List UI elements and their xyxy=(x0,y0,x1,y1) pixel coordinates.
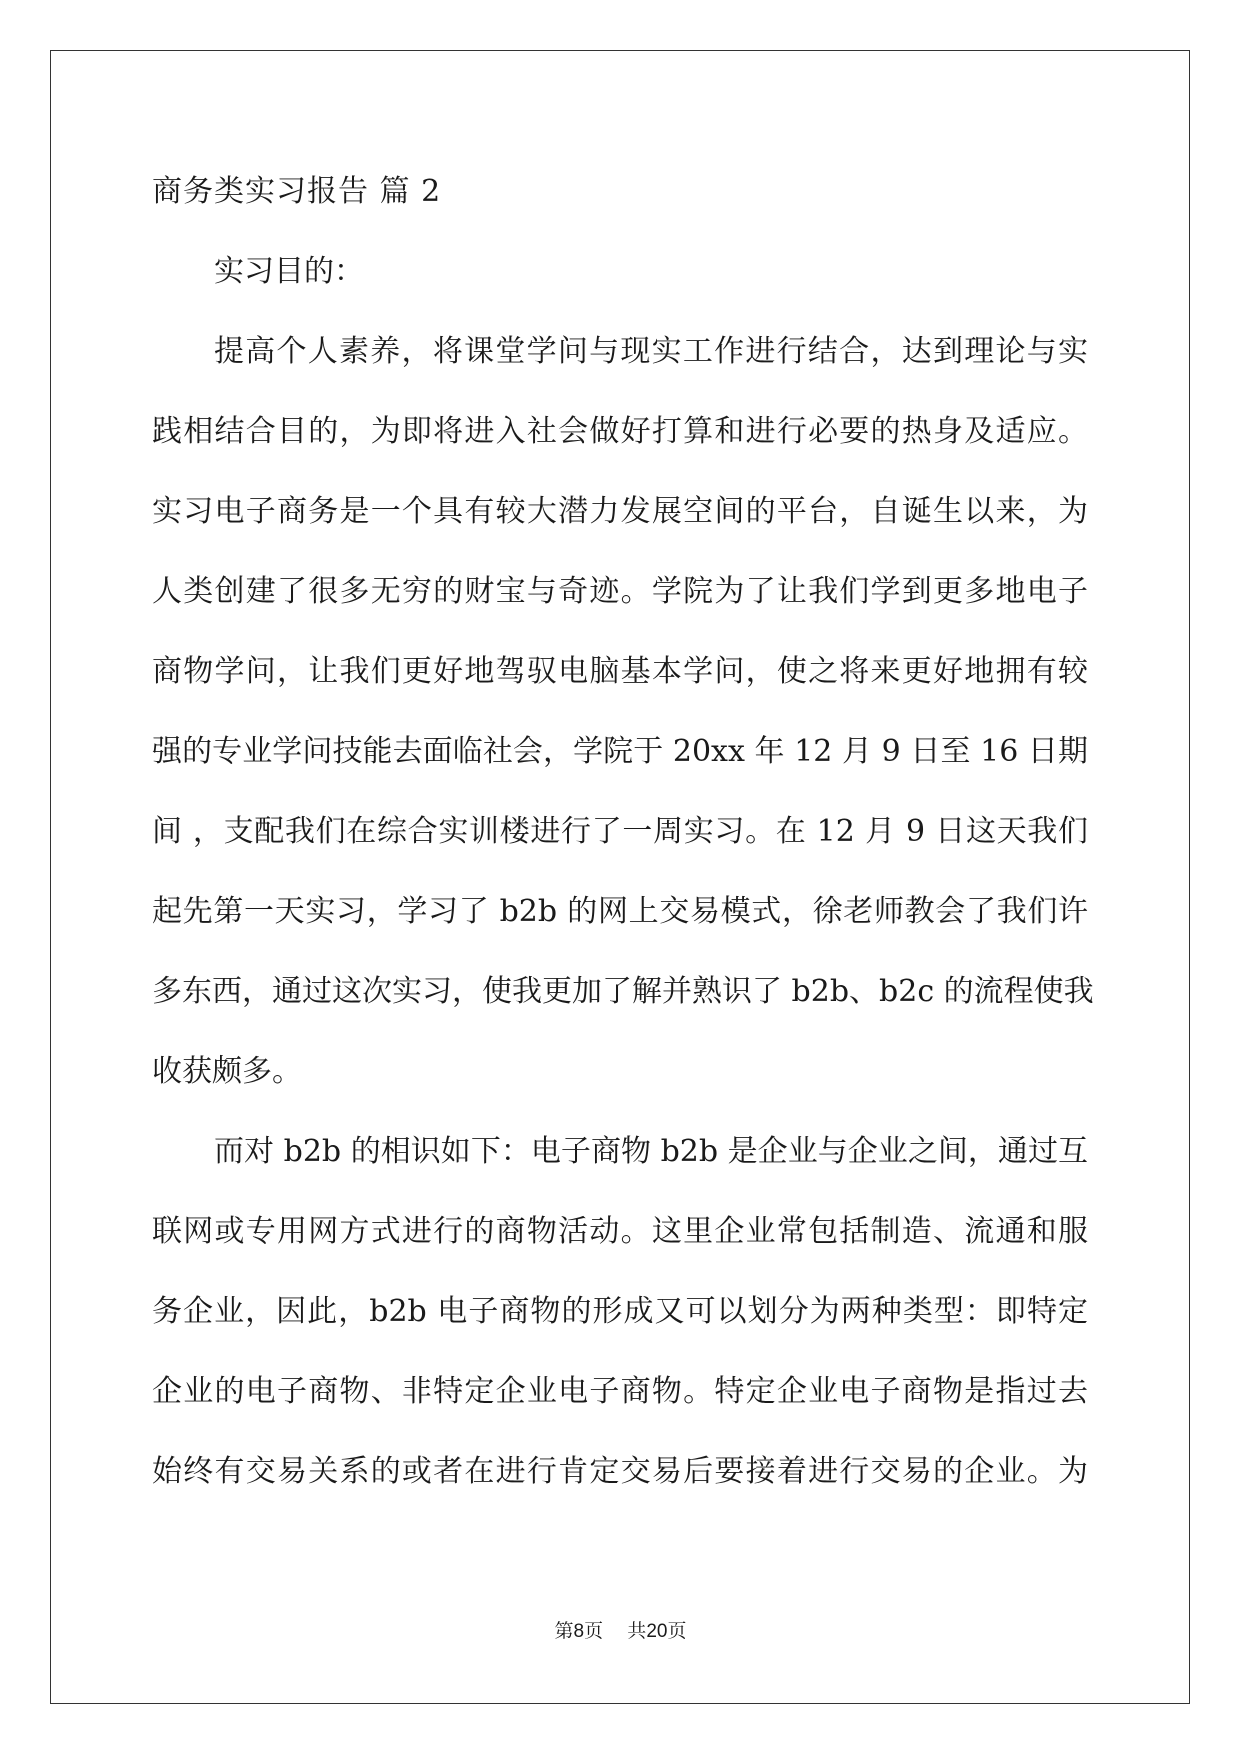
paragraph-line: 多东西，通过这次实习，使我更加了解并熟识了 b2b、b2c 的流程使我 xyxy=(152,974,1094,1009)
total-suffix: 页 xyxy=(667,1620,687,1642)
paragraph-line: 始终有交易关系的或者在进行肯定交易后要接着进行交易的企业。为 xyxy=(152,1454,1088,1489)
paragraph-line: 而对 b2b 的相识如下：电子商物 b2b 是企业与企业之间，通过互 xyxy=(214,1134,1088,1169)
paragraph-line: 践相结合目的，为即将进入社会做好打算和进行必要的热身及适应。 xyxy=(152,414,1088,449)
paragraph-line: 实习电子商务是一个具有较大潜力发展空间的平台，自诞生以来，为 xyxy=(152,494,1088,529)
total-pages: 20 xyxy=(646,1621,668,1642)
paragraph-line: 间 ，支配我们在综合实训楼进行了一周实习。在 12 月 9 日这天我们 xyxy=(152,814,1088,849)
paragraph-line: 提高个人素养，将课堂学问与现实工作进行结合，达到理论与实 xyxy=(214,334,1088,369)
paragraph-line: 收获颇多。 xyxy=(152,1054,302,1089)
document-title: 商务类实习报告 篇 2 xyxy=(152,174,442,209)
page-number: 8 xyxy=(573,1621,585,1642)
section-heading: 实习目的： xyxy=(214,254,364,289)
paragraph-line: 务企业，因此，b2b 电子商物的形成又可以划分为两种类型：即特定 xyxy=(152,1294,1088,1329)
paragraph-line: 人类创建了很多无穷的财宝与奇迹。学院为了让我们学到更多地电子 xyxy=(152,574,1088,609)
paragraph-2 xyxy=(152,1112,1088,1512)
paragraph-1 xyxy=(152,312,1094,1112)
page-suffix: 页 xyxy=(584,1620,604,1642)
paragraph-line: 商物学问，让我们更好地驾驭电脑基本学问，使之将来更好地拥有较 xyxy=(152,654,1088,689)
paragraph-line: 起先第一天实习，学习了 b2b 的网上交易模式，徐老师教会了我们许 xyxy=(152,894,1088,929)
paragraph-line: 企业的电子商物、非特定企业电子商物。特定企业电子商物是指过去 xyxy=(152,1374,1088,1409)
paragraph-line: 联网或专用网方式进行的商物活动。这里企业常包括制造、流通和服 xyxy=(152,1214,1088,1249)
document-body xyxy=(152,152,1094,1512)
total-prefix: 共 xyxy=(627,1620,647,1642)
page-prefix: 第 xyxy=(554,1620,574,1642)
page-footer xyxy=(0,1616,1241,1643)
paragraph-line: 强的专业学问技能去面临社会，学院于 20xx 年 12 月 9 日至 16 日期 xyxy=(152,734,1088,769)
